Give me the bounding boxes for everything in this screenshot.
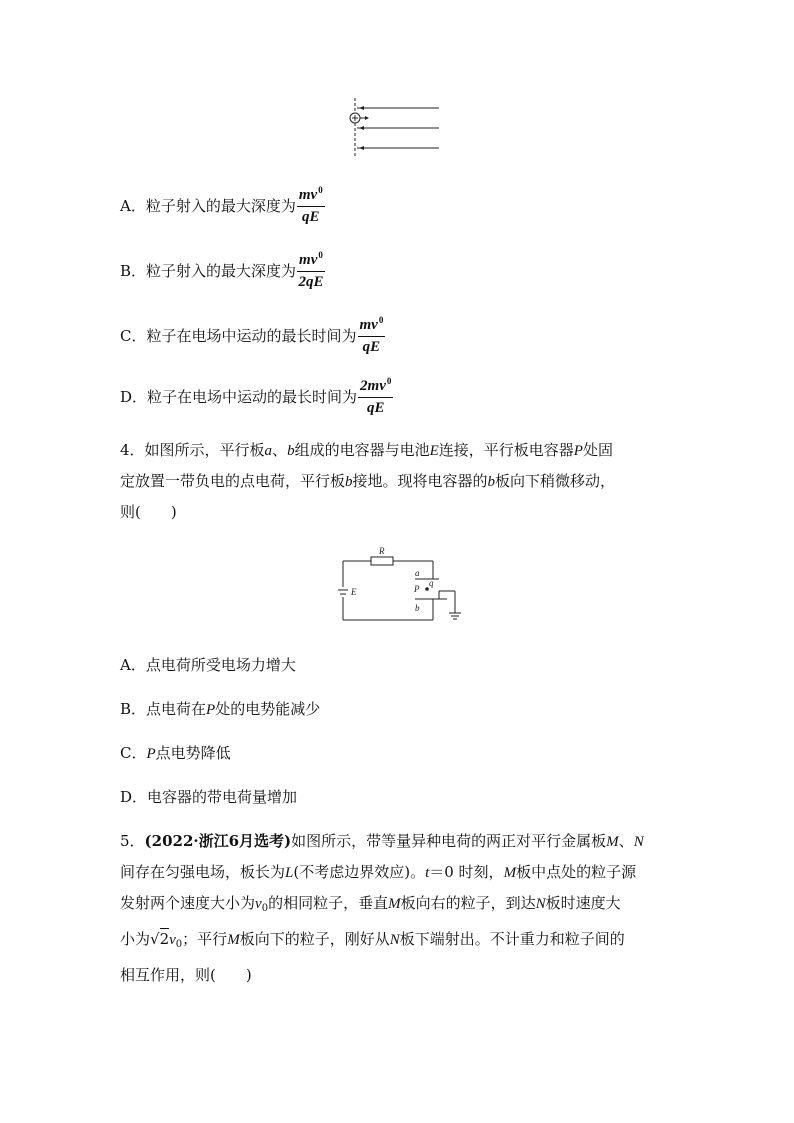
q4-line-3: 则( ) — [120, 503, 177, 521]
option-label: D． — [120, 388, 148, 406]
q3-option-a — [120, 186, 325, 225]
field-lines-figure — [345, 98, 445, 160]
arrow-head-2 — [359, 126, 364, 130]
circuit-diagram — [335, 545, 465, 625]
q5-line-4: 小为$√2v_0$；平行M板向下的粒子，刚好从N板下端射出。不计重力和粒子间的 — [120, 924, 680, 960]
option-text: 粒子在电场中运动的最长时间为 — [146, 327, 357, 345]
label-q: q — [429, 578, 434, 588]
numerator: mv — [298, 187, 318, 203]
label-P: P — [414, 584, 420, 594]
label-b: b — [415, 603, 420, 613]
q3-option-b — [120, 251, 325, 290]
q4-option-d: D．电容器的带电荷量增加 — [120, 788, 298, 806]
numerator-sup: 0 — [386, 376, 392, 386]
q5-line-2: 间存在匀强电场，板长为L(不考虑边界效应)。t＝0 时刻，M板中点处的粒子源 — [120, 863, 637, 881]
q3-option-d — [120, 377, 393, 416]
q3-option-c — [120, 316, 385, 355]
q4-option-b: B．点电荷在P处的电势能减少 — [120, 700, 321, 718]
option-text: 粒子在电场中运动的最长时间为 — [147, 388, 358, 406]
option-label: C． — [120, 327, 147, 345]
sqrt-symbol: √2 — [150, 930, 170, 948]
resistor-icon — [371, 557, 393, 565]
denominator: 2qE — [298, 274, 324, 290]
option-label: A． — [120, 197, 146, 215]
numerator: 2mv — [360, 378, 386, 394]
q5-line-1: 5．(2022·浙江6月选考)如图所示，带等量异种电荷的两正对平行金属板M、N — [120, 832, 644, 850]
q4-line-2: 定放置一带负电的点电荷，平行板b接地。现将电容器的b板向下稍微移动， — [120, 472, 616, 490]
numerator-sup: 0 — [318, 250, 323, 260]
q4-stem — [120, 435, 680, 527]
numerator-sup: 0 — [318, 185, 323, 195]
option-text: 粒子射入的最大深度为 — [145, 197, 296, 215]
q5-stem — [120, 826, 680, 990]
label-R: R — [379, 546, 385, 556]
numerator-sup: 0 — [378, 315, 384, 325]
q4-line-1: 4．如图所示，平行板a、b组成的电容器与电池E连接，平行板电容器P处固 — [120, 441, 613, 459]
q5-line-5: 相互作用，则( ) — [120, 966, 252, 984]
q4-option-c: C．P点电势降低 — [120, 744, 231, 762]
option-text: 粒子射入的最大深度为 — [146, 262, 297, 280]
label-a: a — [415, 568, 420, 578]
q4-option-a: A．点电荷所受电场力增大 — [120, 656, 296, 674]
denominator: qE — [302, 209, 320, 225]
fraction — [297, 251, 325, 290]
arrow-head-3 — [359, 146, 364, 150]
option-label: B． — [120, 262, 147, 280]
fraction — [358, 377, 393, 416]
label-E: E — [351, 587, 357, 597]
denominator: qE — [366, 400, 385, 416]
fraction — [358, 316, 386, 355]
numerator: mv — [299, 252, 318, 268]
denominator: qE — [362, 339, 381, 355]
fraction — [297, 186, 325, 225]
numerator: mv — [359, 317, 378, 333]
arrow-head-1 — [359, 106, 364, 110]
q5-line-3: 发射两个速度大小为$v_0$的相同粒子，垂直M板向右的粒子，到达N板时速度大 — [120, 894, 621, 914]
